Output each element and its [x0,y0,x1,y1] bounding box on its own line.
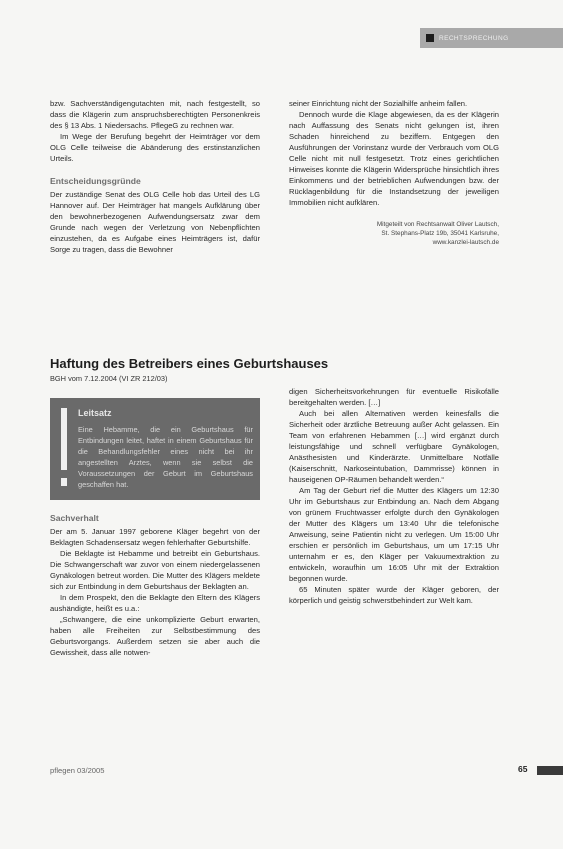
paragraph: seiner Einrichtung nicht der Sozialhilfe anheim fallen. [289,99,468,108]
issue-label: pflegen 03/2005 [50,766,105,775]
paragraph: bzw. Sachverständigengutachten mit, nach festgestellt, so dass die Klägerin zum anspruchsberechtigten Personenkreis des § 13 Abs. 1 Niedersachs. PflegeG zu rechnen war. [50,99,260,130]
section-heading-entscheidungsgruende: Entscheidungsgründe [50,176,141,186]
paragraph: Der zuständige Senat des OLG Celle hob das Urteil des LG Hannover auf. Der Heimträger hat mangels Aufklärung über den bewohnerbezogenen Aufwendungsersatz zwar dem Grunde nach wegen der Verletzung von Nebenpflichten einzustehen, da es Aufgabe eines Heimträgers ist, dafür Sorge zu tragen, dass die Bewohner [50,190,260,254]
author-credit [289,220,499,247]
credit-line: www.kanzlei-lautsch.de [432,239,499,246]
top-right-column [289,98,499,247]
footer-bar [537,766,563,775]
credit-line: Mitgeteilt von Rechtsanwalt Oliver Lautsch, [376,221,499,228]
section-header-label: RECHTSPRECHUNG [439,34,509,42]
paragraph: Die Beklagte ist Hebamme und betreibt ein Geburtshaus. Die Schwangerschaft war zuvor von einem niedergelassenen Gynäkologen betreut worden. Die Mutter des Klägers meldete sich zur Entbindung in dem Geburtshaus der Beklagten an. [50,549,260,591]
bottom-left-column [50,512,260,658]
section-heading-sachverhalt: Sachverhalt [50,513,99,523]
leitsatz-title: Leitsatz [78,408,112,418]
paragraph: 65 Minuten später wurde der Kläger geboren, der körperlich und geistig schwerstbehindert zur Welt kam. [289,585,499,605]
article-subtitle: BGH vom 7.12.2004 (VI ZR 212/03) [50,374,168,383]
paragraph: „Schwangere, die eine unkomplizierte Geburt erwarten, haben alle Freiheiten zur Selbstbestimmung des Geburtsvorgangs. Außerdem setzen sie aber auch die Gewissheit, dass alle notwen- [50,615,260,657]
paragraph: Im Wege der Berufung begehrt der Heimträger vor dem OLG Celle teilweise die Abänderung des erstinstanzlichen Urteils. [50,132,260,163]
page-number: 65 [518,764,528,774]
credit-line: St. Stephans-Platz 19b, 35041 Karlsruhe, [381,230,499,237]
article-title: Haftung des Betreibers eines Geburtshauses [50,356,329,371]
paragraph: Am Tag der Geburt rief die Mutter des Klägers um 12:30 Uhr im Geburtshaus zur Entbindung an. Nach dem Abgang von grünem Fruchtwasser erfolgte durch den Gynäkologen der Mutter des Klägers um 13:40 Uhr die telefonische Anweisung, seine Patientin nicht zu verlegen. Um 15:00 Uhr erschien er persönlich im Geburtshaus, um um 17:15 Uhr unternahm er es, den Kläger per Vakuumextraktion zu entwickeln, woraufhin um 16:05 Uhr mit der Extraktion begonnen wurde. [289,486,499,583]
section-header-bar [420,28,563,48]
paragraph: In dem Prospekt, den die Beklagte den Eltern des Klägers aushändigte, heißt es u.a.: [50,593,260,613]
paragraph: Der am 5. Januar 1997 geborene Kläger begehrt von der Beklagten Schadensersatz wegen fehlerhafter Geburtshilfe. [50,527,260,547]
leitsatz-text: Eine Hebamme, die ein Geburtshaus für Entbindungen leitet, haftet in einem Geburtshaus für die Behandlungsfehler eines nicht bei ihr angestellten Arztes, wenn sie selbst die Voraussetzungen der Geburt im Geburtshaus geschaffen hat. [78,425,253,489]
top-left-column [50,98,260,255]
bottom-right-column [289,386,499,606]
header-square-icon [426,34,434,42]
exclamation-icon [58,408,70,490]
paragraph: Auch bei allen Alternativen werden keinesfalls die Sicherheit oder ärztliche Betreuung außer Acht gelassen. Ein Team von erfahrenen Hebammen […] wird ergänzt durch leistungsfähige und schnell verfügbare Gynäkologen, Anästhesisten und Kinderärzte. Unmittelbare Notfälle (Kaiserschnitt, Narkoseintubation, Dammrisse) können in hauseigenen OP-Räumen behandelt werden.“ [289,409,499,484]
leitsatz-box [50,398,260,500]
paragraph: digen Sicherheitsvorkehrungen für eventuelle Risikofälle bereitgehalten werden. […] [289,387,499,407]
paragraph: Dennoch wurde die Klage abgewiesen, da es der Klägerin nach Auffassung des Senats nicht gelungen ist, ihren Schaden hinreichend zu beziffern. Entgegen den Ausführungen der Vorinstanz wurde der Verbrauch vom OLG Celle nicht mit null festgesetzt. Trotz eines gerichtlichen Hinweises konnte die Klägerin Widersprüche hinsichtlich ihres Einkommens und der betrieblichen Aufwendungen bzw. der Rücklagenbildung für die Instandsetzung der jeweiligen Immobilien nicht aufklären. [289,110,499,207]
